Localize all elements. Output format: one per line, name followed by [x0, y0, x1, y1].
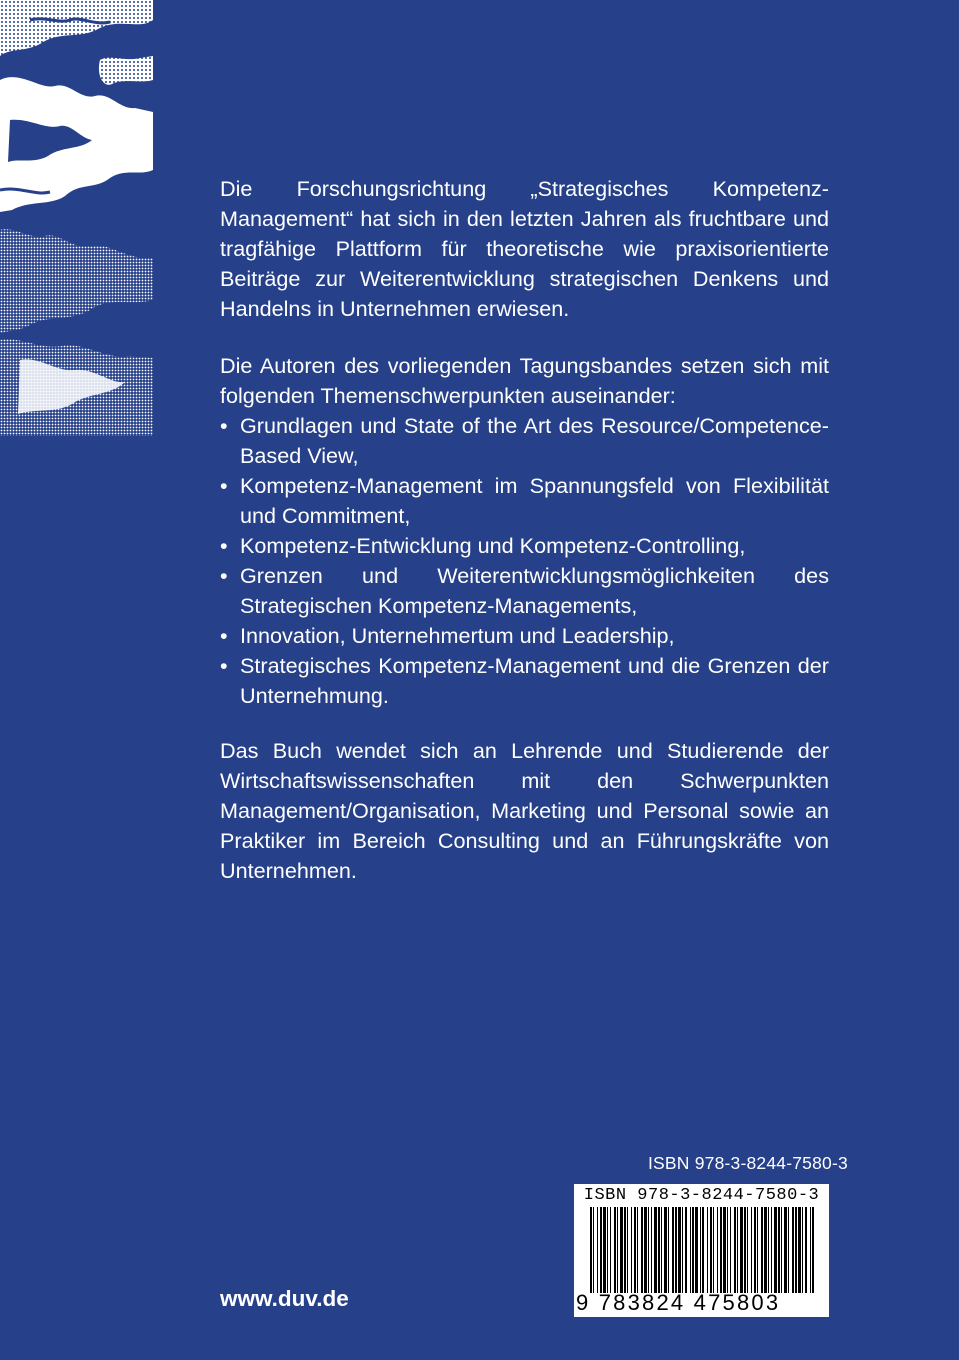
barcode-bar [614, 1207, 616, 1293]
barcode-bar [795, 1207, 797, 1293]
barcode-bar [747, 1207, 748, 1293]
list-item: • Grenzen und Weiterentwicklungsmöglichkeiten des Strategischen Kompetenz-Managements, [220, 563, 829, 618]
list-item: • Innovation, Unternehmertum und Leadership, [220, 621, 829, 651]
barcode-bar [692, 1207, 694, 1293]
topics-list [220, 411, 829, 711]
barcode-bar [620, 1207, 623, 1293]
list-item: • Grundlagen und State of the Art des Resource/Competence-Based View, [220, 413, 829, 468]
barcode-bar [788, 1207, 789, 1293]
barcode-bar [682, 1207, 683, 1293]
barcode-bar [778, 1207, 780, 1293]
barcode-bar [723, 1207, 726, 1293]
barcode-bar [751, 1207, 752, 1293]
barcode-bar [740, 1207, 743, 1293]
list-item: • Kompetenz-Management im Spannungsfeld von Flexibilität und Commitment, [220, 473, 829, 528]
barcode-bars [590, 1207, 814, 1293]
barcode-bar [617, 1207, 618, 1293]
topics-section [220, 351, 829, 711]
publisher-url[interactable]: www.duv.de [220, 1286, 349, 1311]
barcode-bar [707, 1207, 708, 1293]
barcode-bar [641, 1207, 643, 1293]
barcode-bar [685, 1207, 687, 1293]
barcode-bar [771, 1207, 772, 1293]
barcode-bar [610, 1207, 611, 1293]
bullet-icon: • [220, 623, 228, 648]
list-item: • Kompetenz-Entwicklung und Kompetenz-Controlling, [220, 531, 829, 561]
barcode-bar [727, 1207, 728, 1293]
bullet-icon: • [220, 653, 228, 678]
barcode-bar [805, 1207, 807, 1293]
barcode-bar [710, 1207, 712, 1293]
barcode-bar [627, 1207, 628, 1293]
topics-lead: Die Autoren des vorliegenden Tagungsbandes setzen sich mit folgenden Themenschwerpunkten auseinander: [220, 353, 829, 408]
barcode-bar [607, 1207, 608, 1293]
barcode-bar [695, 1207, 698, 1293]
isbn-label: ISBN 978-3-8244-7580-3 [648, 1153, 848, 1173]
barcode-bar [810, 1207, 811, 1293]
barcode-bar [658, 1207, 660, 1293]
barcode-bar [664, 1207, 667, 1293]
barcode-bar [597, 1207, 598, 1293]
world-map-graphic [0, 0, 153, 436]
barcode-bar [720, 1207, 722, 1293]
barcode-bar [754, 1207, 756, 1293]
barcode-bar [603, 1207, 606, 1293]
barcode-bar [781, 1207, 782, 1293]
barcode-bar [730, 1207, 731, 1293]
barcode-bar [700, 1207, 701, 1293]
barcode-bar [644, 1207, 647, 1293]
barcode-bar [812, 1207, 814, 1293]
barcode-bar [768, 1207, 769, 1293]
barcode-bar [690, 1207, 691, 1293]
barcode-bar [654, 1207, 657, 1293]
barcode-bar [634, 1207, 636, 1293]
barcode-bar [802, 1207, 803, 1293]
barcode-bar [668, 1207, 669, 1293]
barcode-bar [798, 1207, 801, 1293]
barcode-bar [624, 1207, 626, 1293]
barcode-bar [648, 1207, 649, 1293]
barcode-bar [661, 1207, 662, 1293]
audience-paragraph: Das Buch wendet sich an Lehrende und Studierende der Wirtschaftswissenschaften mit den Schwerpunkten Management/Organisation, Marketing und Personal sowie an Praktiker im Bereich Consulting und an Führungskräfte von Unternehmen. [220, 738, 829, 883]
intro-paragraph: Die Forschungsrichtung „Strategisches Kompetenz-Management“ hat sich in den letzten Jahren als fruchtbare und tragfähige Plattform für theoretische wie praxisorientierte Beiträge zur Weiterentwicklung strategischen Denkens und Handelns in Unternehmen erwiesen. [220, 176, 829, 321]
barcode-bar [590, 1207, 592, 1293]
barcode-bar [675, 1207, 677, 1293]
barcode-bar [784, 1207, 787, 1293]
bullet-icon: • [220, 473, 228, 498]
barcode-bar [792, 1207, 794, 1293]
bullet-icon: • [220, 533, 228, 558]
barcode-digits: 9 783824 475803 [576, 1290, 781, 1315]
barcode-bar [678, 1207, 681, 1293]
barcode-bar [651, 1207, 652, 1293]
barcode-bar [702, 1207, 704, 1293]
barcode-bar [593, 1207, 594, 1293]
barcode-bar [672, 1207, 674, 1293]
barcode-bar [600, 1207, 602, 1293]
barcode [574, 1184, 829, 1317]
barcode-bar [744, 1207, 746, 1293]
barcode-bar [761, 1207, 763, 1293]
barcode-bar [774, 1207, 777, 1293]
barcode-bar [713, 1207, 714, 1293]
bullet-icon: • [220, 413, 228, 438]
barcode-bar [764, 1207, 767, 1293]
list-item: • Strategisches Kompetenz-Management und die Grenzen der Unternehmung. [220, 653, 829, 708]
barcode-bar [717, 1207, 718, 1293]
barcode-bar [737, 1207, 738, 1293]
barcode-bar [757, 1207, 758, 1293]
barcode-bar [734, 1207, 736, 1293]
bullet-icon: • [220, 563, 228, 588]
barcode-isbn-text: ISBN 978-3-8244-7580-3 [583, 1186, 820, 1205]
barcode-bar [637, 1207, 638, 1293]
barcode-bar [631, 1207, 632, 1293]
